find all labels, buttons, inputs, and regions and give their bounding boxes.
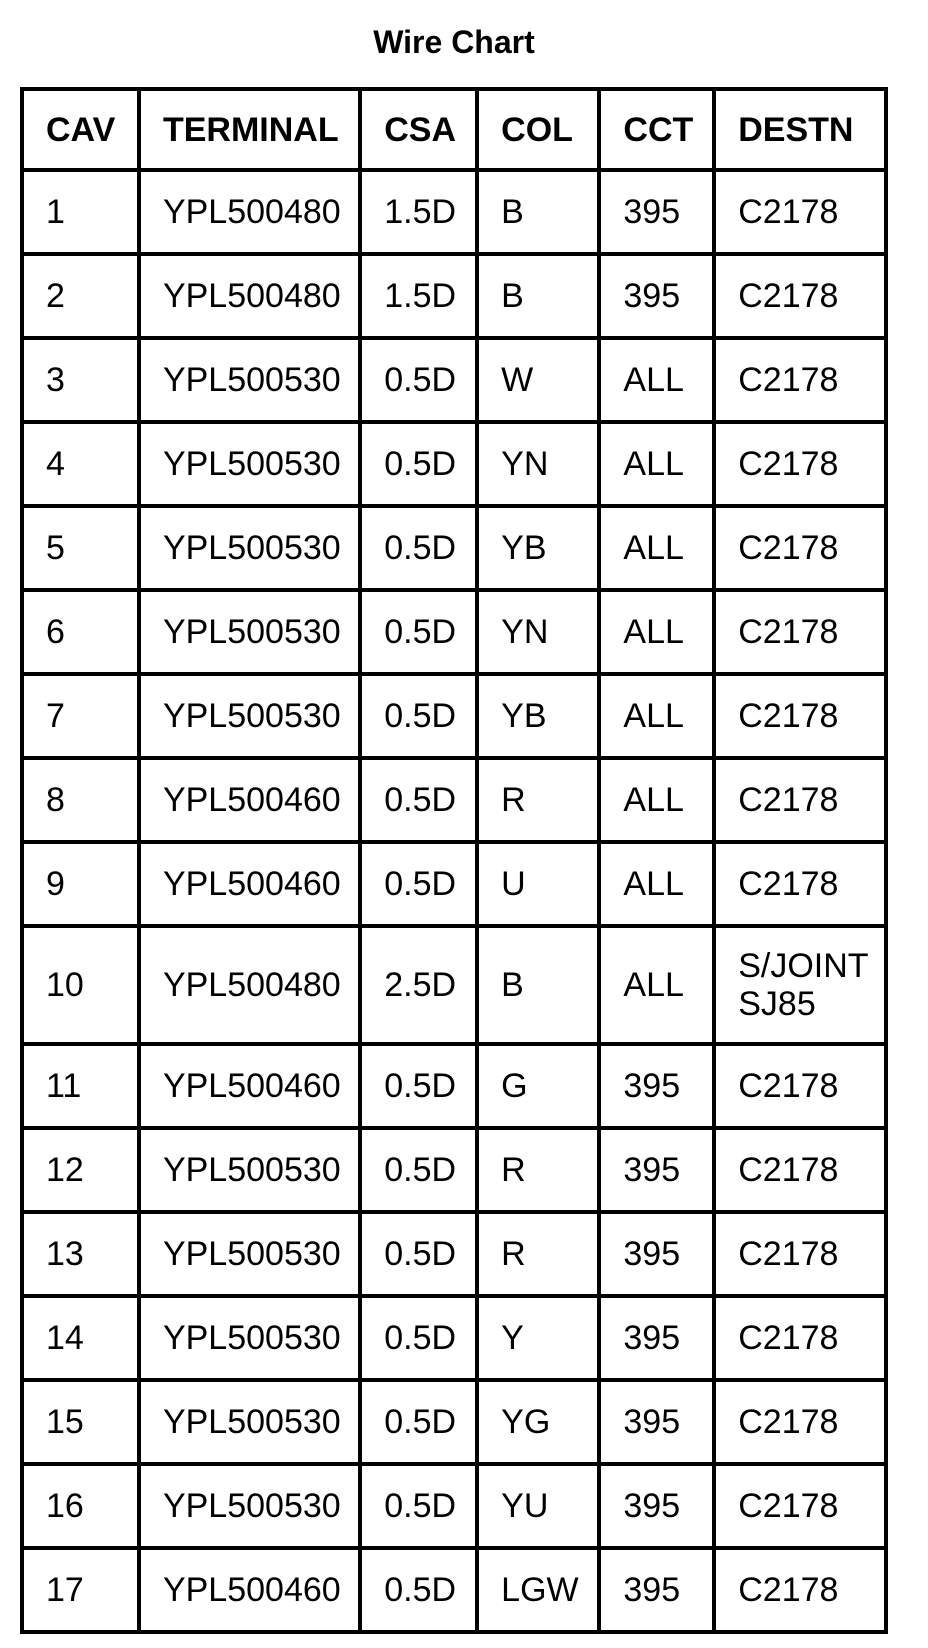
table-row (22, 1212, 886, 1296)
page-title: Wire Chart (373, 24, 535, 60)
cell-destn: C2178 (714, 170, 886, 254)
cell-terminal: YPL500460 (139, 758, 360, 842)
cell-terminal: YPL500480 (139, 926, 360, 1044)
cell-destn: C2178 (714, 1128, 886, 1212)
cell-destn: C2178 (714, 758, 886, 842)
cell-cct: 395 (599, 1128, 714, 1212)
cell-terminal: YPL500530 (139, 422, 360, 506)
table-row (22, 338, 886, 422)
table-row (22, 590, 886, 674)
cell-cct: ALL (599, 590, 714, 674)
wire-chart-table (20, 87, 888, 1634)
cell-destn: C2178 (714, 674, 886, 758)
table-row (22, 1296, 886, 1380)
cell-destn: C2178 (714, 1212, 886, 1296)
cell-cav: 16 (22, 1464, 139, 1548)
cell-cct: ALL (599, 926, 714, 1044)
cell-cct: ALL (599, 674, 714, 758)
cell-col: YB (477, 506, 599, 590)
cell-col: R (477, 1212, 599, 1296)
cell-destn: C2178 (714, 254, 886, 338)
cell-cav: 15 (22, 1380, 139, 1464)
cell-csa: 0.5D (360, 1296, 477, 1380)
cell-cav: 10 (22, 926, 139, 1044)
cell-csa: 0.5D (360, 338, 477, 422)
cell-terminal: YPL500530 (139, 1296, 360, 1380)
cell-destn: C2178 (714, 1044, 886, 1128)
cell-col: R (477, 758, 599, 842)
cell-cct: 395 (599, 170, 714, 254)
cell-cav: 8 (22, 758, 139, 842)
cell-cct: ALL (599, 338, 714, 422)
cell-col: YN (477, 422, 599, 506)
cell-col: LGW (477, 1548, 599, 1632)
cell-terminal: YPL500530 (139, 506, 360, 590)
cell-csa: 0.5D (360, 1128, 477, 1212)
cell-terminal: YPL500530 (139, 1380, 360, 1464)
cell-cct: ALL (599, 758, 714, 842)
table-row (22, 842, 886, 926)
cell-destn: C2178 (714, 842, 886, 926)
header-destn: DESTN (714, 89, 886, 170)
cell-col: B (477, 254, 599, 338)
cell-cav: 11 (22, 1044, 139, 1128)
cell-col: R (477, 1128, 599, 1212)
cell-col: B (477, 926, 599, 1044)
cell-cav: 17 (22, 1548, 139, 1632)
cell-csa: 0.5D (360, 590, 477, 674)
cell-terminal: YPL500530 (139, 674, 360, 758)
cell-cav: 12 (22, 1128, 139, 1212)
header-csa: CSA (360, 89, 477, 170)
cell-col: G (477, 1044, 599, 1128)
cell-terminal: YPL500530 (139, 1464, 360, 1548)
cell-destn: C2178 (714, 338, 886, 422)
cell-cct: ALL (599, 422, 714, 506)
cell-cav: 5 (22, 506, 139, 590)
cell-col: B (477, 170, 599, 254)
table-row (22, 674, 886, 758)
cell-cct: 395 (599, 1464, 714, 1548)
cell-terminal: YPL500530 (139, 590, 360, 674)
cell-cct: 395 (599, 1548, 714, 1632)
cell-destn: C2178 (714, 590, 886, 674)
cell-cct: 395 (599, 254, 714, 338)
cell-col: YN (477, 590, 599, 674)
cell-col: YB (477, 674, 599, 758)
table-row (22, 1548, 886, 1632)
cell-col: Y (477, 1296, 599, 1380)
cell-csa: 2.5D (360, 926, 477, 1044)
cell-cav: 7 (22, 674, 139, 758)
cell-csa: 0.5D (360, 422, 477, 506)
cell-col: W (477, 338, 599, 422)
cell-cav: 2 (22, 254, 139, 338)
cell-csa: 0.5D (360, 1380, 477, 1464)
table-row (22, 422, 886, 506)
cell-cct: 395 (599, 1212, 714, 1296)
cell-csa: 0.5D (360, 506, 477, 590)
cell-csa: 1.5D (360, 254, 477, 338)
table-row (22, 1128, 886, 1212)
cell-cct: 395 (599, 1380, 714, 1464)
cell-destn: C2178 (714, 506, 886, 590)
cell-terminal: YPL500480 (139, 170, 360, 254)
cell-destn: C2178 (714, 422, 886, 506)
cell-csa: 1.5D (360, 170, 477, 254)
table-row (22, 1380, 886, 1464)
cell-cav: 9 (22, 842, 139, 926)
cell-csa: 0.5D (360, 1464, 477, 1548)
cell-destn: C2178 (714, 1464, 886, 1548)
table-row (22, 758, 886, 842)
cell-csa: 0.5D (360, 842, 477, 926)
table-row (22, 1464, 886, 1548)
cell-csa: 0.5D (360, 758, 477, 842)
cell-cav: 6 (22, 590, 139, 674)
cell-col: YU (477, 1464, 599, 1548)
header-cav: CAV (22, 89, 139, 170)
cell-cav: 4 (22, 422, 139, 506)
cell-destn: C2178 (714, 1380, 886, 1464)
cell-terminal: YPL500460 (139, 1044, 360, 1128)
cell-cct: ALL (599, 506, 714, 590)
table-row (22, 170, 886, 254)
table-row (22, 506, 886, 590)
cell-col: YG (477, 1380, 599, 1464)
cell-terminal: YPL500460 (139, 842, 360, 926)
cell-destn: C2178 (714, 1296, 886, 1380)
cell-cav: 14 (22, 1296, 139, 1380)
cell-destn: C2178 (714, 1548, 886, 1632)
table-header-row (22, 89, 886, 170)
cell-terminal: YPL500530 (139, 338, 360, 422)
cell-cct: ALL (599, 842, 714, 926)
cell-cct: 395 (599, 1044, 714, 1128)
cell-terminal: YPL500460 (139, 1548, 360, 1632)
cell-csa: 0.5D (360, 674, 477, 758)
cell-terminal: YPL500530 (139, 1128, 360, 1212)
cell-terminal: YPL500480 (139, 254, 360, 338)
header-terminal: TERMINAL (139, 89, 360, 170)
cell-col: U (477, 842, 599, 926)
header-cct: CCT (599, 89, 714, 170)
header-col: COL (477, 89, 599, 170)
cell-csa: 0.5D (360, 1212, 477, 1296)
cell-cav: 1 (22, 170, 139, 254)
cell-terminal: YPL500530 (139, 1212, 360, 1296)
table-row (22, 926, 886, 1044)
table-row (22, 254, 886, 338)
table-row (22, 1044, 886, 1128)
cell-cav: 13 (22, 1212, 139, 1296)
cell-csa: 0.5D (360, 1548, 477, 1632)
cell-destn: S/JOINT SJ85 (714, 926, 886, 1044)
cell-cct: 395 (599, 1296, 714, 1380)
cell-cav: 3 (22, 338, 139, 422)
cell-csa: 0.5D (360, 1044, 477, 1128)
